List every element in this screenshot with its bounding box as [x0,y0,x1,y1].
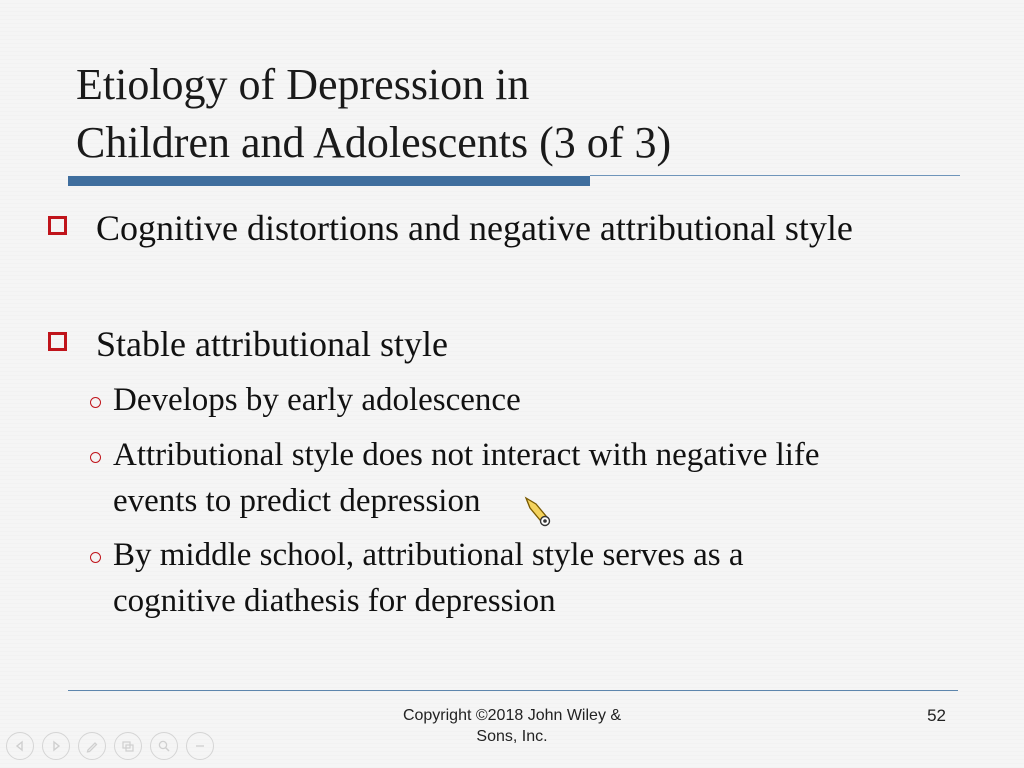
previous-icon[interactable] [6,732,34,760]
sub-bullet-line: cognitive diathesis for depression [113,583,556,619]
copyright-line-1: Copyright ©2018 John Wiley & [402,707,622,724]
sub-bullet-line: Attributional style does not interact with negative life [113,437,820,473]
square-bullet-icon [48,216,67,235]
title-line-2: Children and Adolescents (3 of 3) [76,118,672,167]
sub-bullet-text [113,532,943,624]
sub-bullet-line: By middle school, attributional style serves as a [113,537,744,573]
slideshow-nav-bar [6,732,214,762]
bullet-text: Stable attributional style [96,324,448,364]
sub-bullet-line: events to predict depression [113,483,481,519]
next-icon[interactable] [42,732,70,760]
copyright-notice [362,705,662,747]
circle-bullet-icon [90,552,101,563]
more-icon[interactable] [186,732,214,760]
footer-rule [68,690,958,691]
sub-bullet-text [113,377,943,423]
copyright-line-2: Sons, Inc. [476,728,548,745]
bullet-text: Cognitive distortions and negative attributional style [96,208,853,248]
circle-bullet-icon [90,397,101,408]
zoom-icon[interactable] [150,732,178,760]
circle-bullet-icon [90,452,101,463]
slides-icon[interactable] [114,732,142,760]
square-bullet-icon [48,332,67,351]
pen-icon[interactable] [78,732,106,760]
sub-bullet-line: Develops by early adolescence [113,382,521,418]
title-line-1: Etiology of Depression in [76,60,530,109]
page-number: 52 [927,706,946,725]
pen-cursor-icon [524,496,554,528]
